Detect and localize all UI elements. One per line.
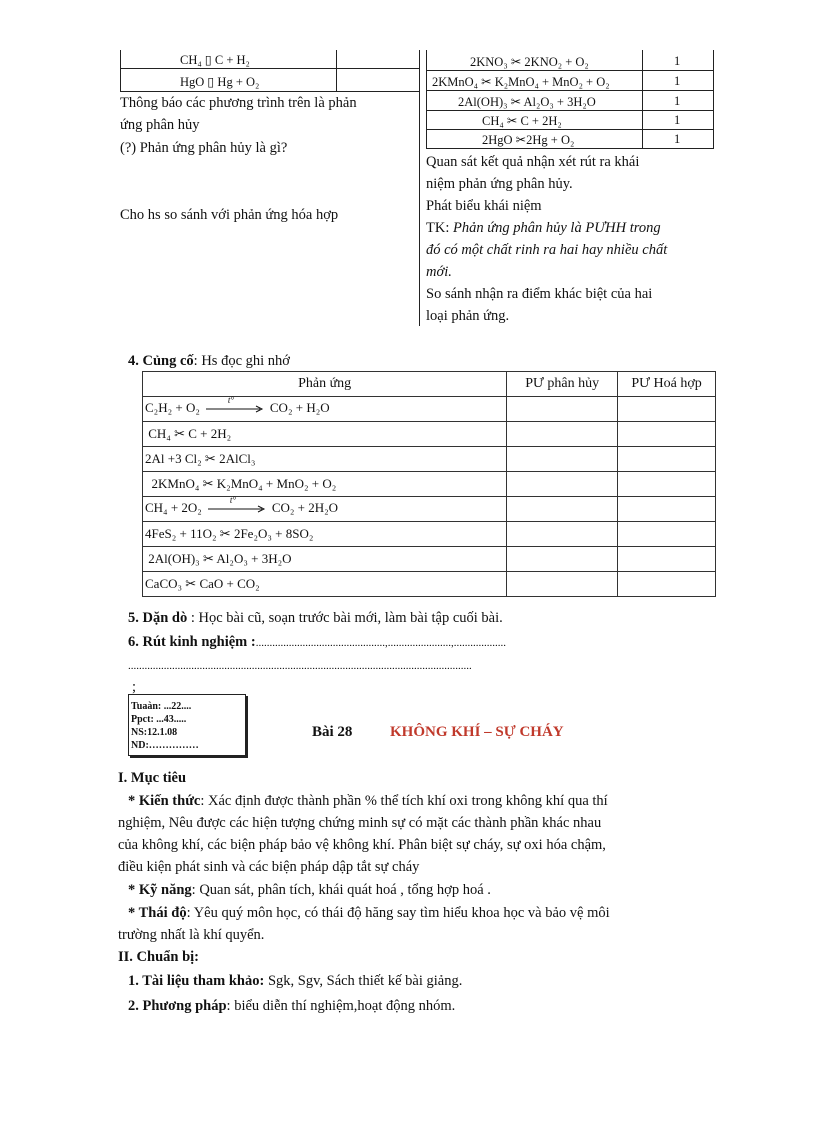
- table-header-row: [143, 372, 716, 397]
- header-combination: PƯ Hoá hợp: [618, 372, 716, 397]
- reaction-equation: [143, 447, 507, 472]
- reaction-row: [143, 422, 716, 447]
- conclusion-line-2: đó có một chất rinh ra hai hay nhiều chất: [426, 242, 668, 258]
- section-5-text: : Học bài cũ, soạn trước bài mới, làm bài tập cuối bài.: [187, 610, 503, 626]
- reaction-equation: [143, 522, 507, 547]
- reaction-row: [143, 472, 716, 497]
- reaction-classification-table: [142, 371, 716, 597]
- right-table-count: 1: [674, 113, 681, 127]
- conclusion-text: Phản ứng phân hủy là PƯHH trong: [452, 220, 661, 236]
- products: C + 2H₂: [188, 426, 232, 441]
- reaction-equation: [143, 497, 507, 522]
- section-4-label: Củng cố: [142, 353, 194, 369]
- scissors-icon: ✂: [170, 426, 189, 441]
- reaction-row: [143, 447, 716, 472]
- week-label: Tuaàn: ...22....: [131, 701, 192, 712]
- right-table-eq: 2KMnO₄ ✂ K₂MnO₄ + MnO₂ + O₂: [432, 75, 610, 89]
- reactants: CH₄ + 2O₂: [145, 499, 202, 515]
- section-5-num: 5.: [128, 610, 139, 626]
- prep-item-2: [128, 995, 455, 1017]
- decomposition-cell[interactable]: [507, 497, 618, 522]
- knowledge-text-1: : Xác định được thành phần % thể tích khí oxi trong không khí qua thí: [200, 793, 608, 809]
- header-decomposition: PƯ phân hủy: [507, 372, 618, 397]
- lesson-number: Bài 28: [312, 724, 353, 740]
- skills-label: * Kỹ năng: [128, 882, 192, 898]
- reaction-row: [143, 397, 716, 422]
- reactants: CH₄: [145, 426, 171, 441]
- teacher-note-1b: ứng phân hủy: [120, 117, 200, 133]
- decomposition-cell[interactable]: [507, 472, 618, 497]
- objectives-heading: I. Mục tiêu: [118, 770, 187, 786]
- right-table-count: 1: [674, 132, 681, 146]
- prep-item-1-text: Sgk, Sgv, Sách thiết kế bài giảng.: [264, 973, 463, 989]
- right-table-eq: 2Al(OH)₃ ✂ Al₂O₃ + 3H₂O: [458, 95, 596, 109]
- student-activity-1b: niệm phản ứng phân hủy.: [426, 176, 573, 192]
- conclusion-line-3: mới.: [426, 264, 452, 280]
- teacher-note-1a: Thông báo các phương trình trên là phản: [120, 95, 357, 111]
- knowledge-line-3: của không khí, các biện pháp bảo vệ không khí. Phân biệt sự cháy, sự oxi hóa chậm,: [118, 837, 606, 853]
- attitude-line-2: trường nhất là khí quyển.: [118, 927, 265, 943]
- conclusion-line-1: [426, 217, 661, 239]
- products: CO₂ + H₂O: [269, 399, 330, 415]
- combination-cell[interactable]: [618, 497, 716, 522]
- combination-cell[interactable]: [618, 572, 716, 597]
- reaction-equation: [143, 572, 507, 597]
- scissors-icon: ✂: [199, 551, 217, 566]
- reaction-row: [143, 572, 716, 597]
- decomposition-cell[interactable]: [507, 547, 618, 572]
- right-table-count: 1: [674, 94, 681, 108]
- scissors-icon: ✂: [216, 526, 234, 541]
- right-table-eq: CH₄ ✂ C + 2H₂: [482, 114, 562, 128]
- section-6-dots: ...............................................,.......................,...................: [255, 637, 506, 649]
- reaction-equation: [143, 547, 507, 572]
- right-table-eq: 2HgO ✂2Hg + O₂: [482, 133, 575, 147]
- table-row-line: [120, 68, 419, 69]
- reaction-row: [143, 547, 716, 572]
- table-border-left: [120, 50, 121, 92]
- reactants: CaCO₃: [145, 576, 183, 591]
- column-divider: [419, 50, 420, 326]
- section-6-num: 6.: [128, 634, 139, 650]
- products: 2Fe₂O₃ + 8SO₂: [233, 526, 314, 541]
- conclusion-prefix: TK:: [426, 220, 453, 236]
- section-6: [128, 631, 506, 654]
- section-6-label: Rút kinh nghiệm :: [142, 634, 256, 650]
- section-6-dots-line: .............................................................................................................................: [128, 660, 472, 672]
- heat-mark: t°: [229, 495, 236, 505]
- section-4-heading: [128, 350, 290, 372]
- section-4-num: 4.: [128, 353, 139, 369]
- lesson-title: KHÔNG KHÍ – SỰ CHÁY: [390, 724, 564, 740]
- separator-mark: ;: [132, 679, 137, 695]
- prep-item-1: [128, 970, 462, 992]
- right-table-row-line: [426, 70, 714, 71]
- right-table-eq: 2KNO₃ ✂ 2KNO₂ + O₂: [470, 55, 589, 69]
- teacher-note-2: Cho hs so sánh với phản ứng hóa hợp: [120, 207, 339, 223]
- reactants: 2Al(OH)₃: [145, 551, 200, 566]
- heat-mark: t°: [227, 395, 234, 405]
- knowledge-line-4: điều kiện phát sinh và các biện pháp dập tắt sự cháy: [118, 859, 420, 875]
- combination-cell[interactable]: [618, 422, 716, 447]
- knowledge-line-1: [128, 790, 608, 812]
- decomposition-cell[interactable]: [507, 522, 618, 547]
- attitude-line-1: [128, 902, 610, 924]
- reaction-equation: [143, 397, 507, 422]
- decomposition-cell[interactable]: [507, 447, 618, 472]
- products: CaO + CO₂: [199, 576, 260, 591]
- products: CO₂ + 2H₂O: [271, 499, 339, 515]
- right-table-border-mid: [642, 50, 643, 148]
- right-table-border-right: [713, 50, 714, 148]
- products: 2AlCl₃: [219, 451, 256, 466]
- header-reaction: Phản ứng: [143, 372, 507, 397]
- reactants: 2KMnO₄: [145, 476, 200, 491]
- combination-cell[interactable]: [618, 522, 716, 547]
- section-5-label: Dặn dò: [142, 610, 188, 626]
- knowledge-line-2: nghiệm, Nêu được các hiện tượng chứng minh sự có mặt các thành phần khác nhau: [118, 815, 602, 831]
- right-table-row-line: [426, 129, 714, 130]
- section-5: [128, 607, 503, 629]
- combination-cell[interactable]: [618, 547, 716, 572]
- top-left-eq-2: HgO ▯ Hg + O₂: [180, 75, 260, 89]
- skills-text: : Quan sát, phân tích, khái quát hoá , tổng hợp hoá .: [191, 882, 491, 898]
- section-4-text: : Hs đọc ghi nhớ: [193, 353, 290, 369]
- schedule-info-box: [128, 694, 246, 756]
- skills-line: [128, 879, 491, 901]
- teach-date: ND:……………: [131, 740, 199, 751]
- right-table-row-line: [426, 148, 714, 149]
- student-activity-1a: Quan sát kết quả nhận xét rút ra khái: [426, 154, 640, 170]
- reaction-equation: [143, 472, 507, 497]
- prep-date: NS:12.1.08: [131, 727, 178, 738]
- heat-arrow-icon: [204, 395, 266, 418]
- top-left-eq-1: CH₄ ▯ C + H₂: [180, 53, 250, 67]
- attitude-label: * Thái độ: [128, 905, 187, 921]
- decomposition-cell[interactable]: [507, 397, 618, 422]
- reactants: C₂H₂ + O₂: [145, 399, 200, 415]
- right-table-count: 1: [674, 74, 681, 88]
- prep-item-2-text: : biểu diễn thí nghiệm,hoạt động nhóm.: [226, 998, 456, 1014]
- combination-cell[interactable]: [618, 397, 716, 422]
- reactants: 2Al +3 Cl₂: [145, 451, 202, 466]
- combination-cell[interactable]: [618, 447, 716, 472]
- scissors-icon: ✂: [182, 576, 200, 591]
- products: K₂MnO₄ + MnO₂ + O₂: [216, 476, 337, 491]
- heat-arrow-icon: [206, 495, 268, 518]
- attitude-text-1: : Yêu quý môn học, có thái độ hăng say tìm hiểu khoa học và bảo vệ môi: [186, 905, 610, 921]
- right-table-row-line: [426, 90, 714, 91]
- right-table-border-left: [426, 50, 427, 148]
- right-table-count: 1: [674, 54, 681, 68]
- right-table-row-line: [426, 110, 714, 111]
- prep-heading: II. Chuẩn bị:: [118, 949, 199, 965]
- student-activity-2: Phát biểu khái niệm: [426, 198, 542, 214]
- student-activity-4b: loại phản ứng.: [426, 308, 510, 324]
- reaction-equation: [143, 422, 507, 447]
- teacher-question: (?) Phản ứng phân hủy là gì?: [120, 140, 288, 156]
- reaction-row: [143, 497, 716, 522]
- products: Al₂O₃ + 3H₂O: [216, 551, 292, 566]
- knowledge-label: * Kiến thức: [128, 793, 201, 809]
- table-border-mid: [336, 50, 337, 92]
- decomposition-cell[interactable]: [507, 572, 618, 597]
- decomposition-cell[interactable]: [507, 422, 618, 447]
- reaction-row: [143, 522, 716, 547]
- prep-item-1-label: 1. Tài liệu tham khảo:: [128, 973, 265, 989]
- scissors-icon: ✂: [201, 451, 220, 466]
- reactants: 4FeS₂ + 11O₂: [145, 526, 217, 541]
- period-label: Ppct: ...43.....: [131, 714, 187, 725]
- combination-cell[interactable]: [618, 472, 716, 497]
- student-activity-4a: So sánh nhận ra điểm khác biệt của hai: [426, 286, 653, 302]
- scissors-icon: ✂: [199, 476, 217, 491]
- prep-item-2-label: 2. Phương pháp: [128, 998, 227, 1014]
